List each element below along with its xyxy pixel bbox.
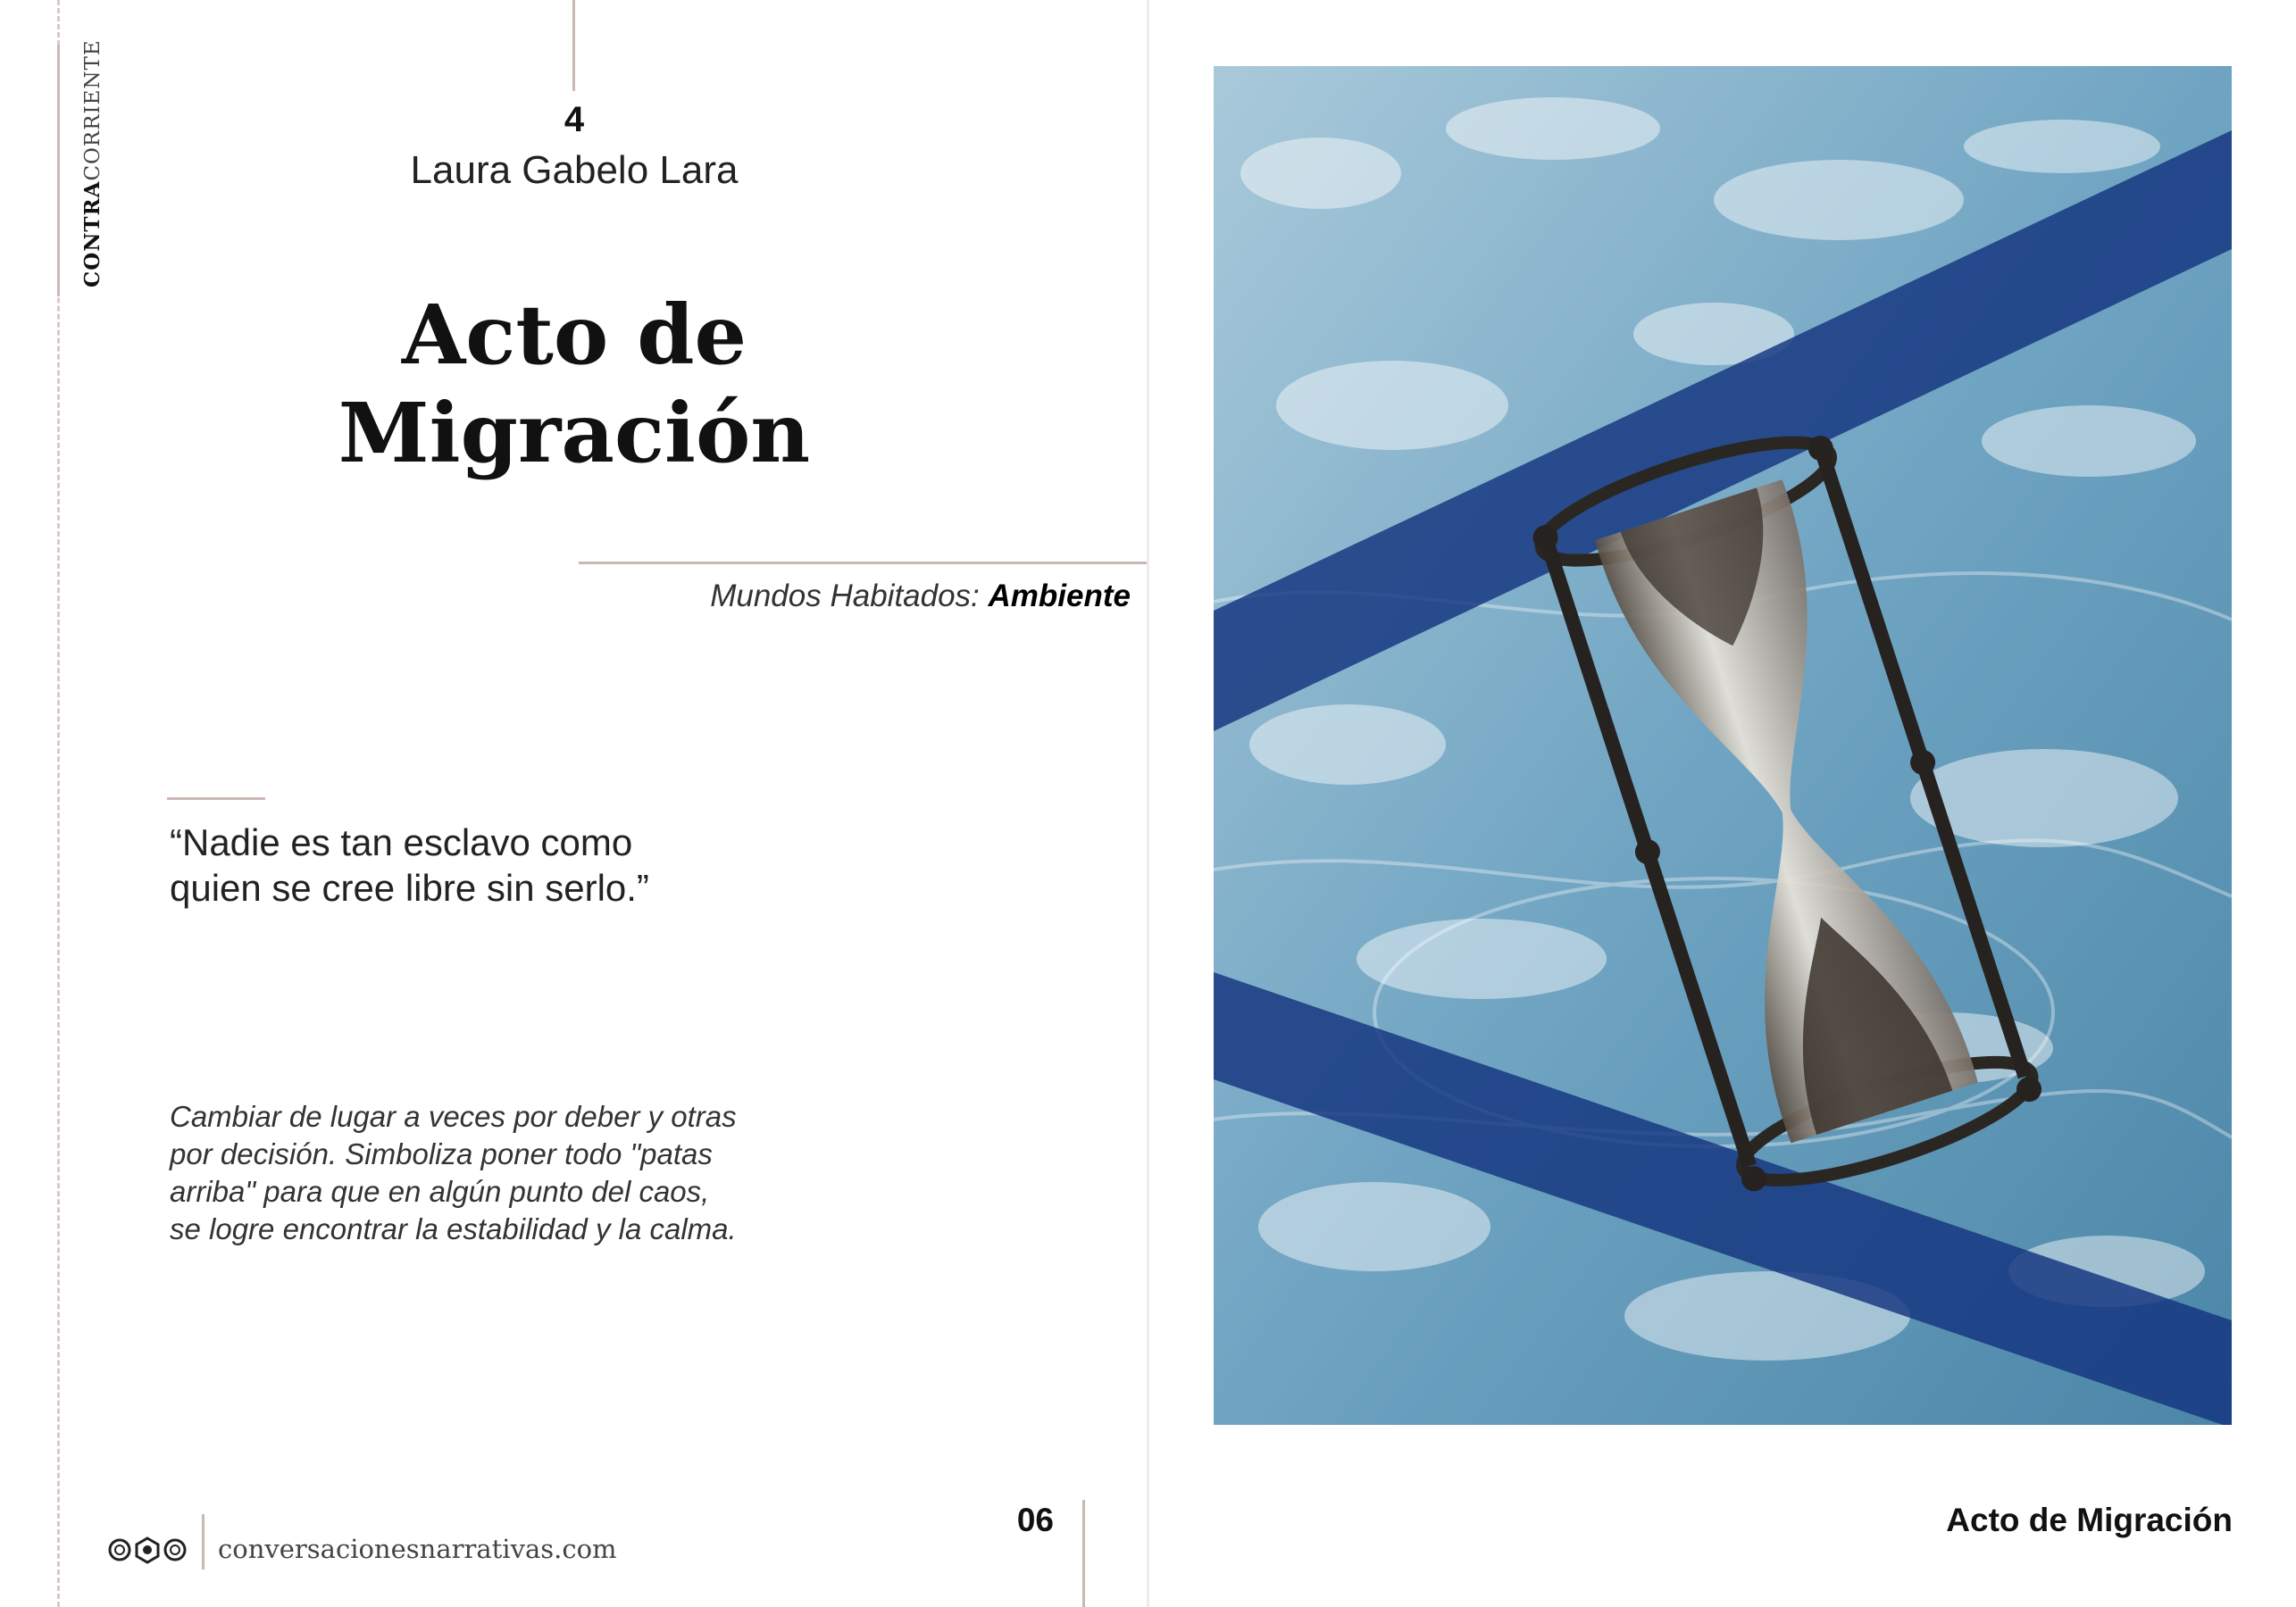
page-spine [1147,0,1149,1607]
story-author: Laura Gabelo Lara [410,148,739,192]
quote-line2: quien se cree libre sin serlo.” [170,867,649,909]
footer-website-link[interactable]: conversacionesnarrativas.com [218,1534,617,1564]
running-title: Acto de Migración [1946,1502,2233,1538]
epigraph-quote [170,820,795,911]
description-line1: Cambiar de lugar a veces por deber y otras [170,1100,737,1133]
section-name: Ambiente [988,579,1131,613]
section-label [625,579,1131,614]
story-title-line2: Migración [338,385,811,481]
page-number: 06 [1016,1502,1054,1538]
description-line4: se logre encontrar la estabilidad y la calma. [170,1212,737,1245]
description [170,1098,795,1248]
page-number-rule [1082,1500,1085,1607]
description-line2: por decisión. Simboliza poner todo "patas [170,1137,713,1170]
brand-logo-vertical [80,39,116,287]
story-title-line1: Acto de [401,287,747,383]
brand-side-rule [57,45,60,296]
description-line3: arriba" para que en algún punto del caos, [170,1175,710,1208]
story-number: 4 [564,100,585,139]
story-title [260,286,889,482]
brand-light: CORRIENTE [81,39,104,181]
hourglass-water-photo [1214,66,2232,1425]
brand-strong: CONTRA [80,180,104,287]
top-rule [572,0,575,91]
section-prefix: Mundos Habitados: [710,579,980,613]
quote-line1: “Nadie es tan esclavo como [170,821,633,863]
section-rule [579,562,1147,564]
quote-rule [167,797,265,800]
publisher-logo-icon [107,1534,188,1566]
footer-separator [202,1514,205,1570]
